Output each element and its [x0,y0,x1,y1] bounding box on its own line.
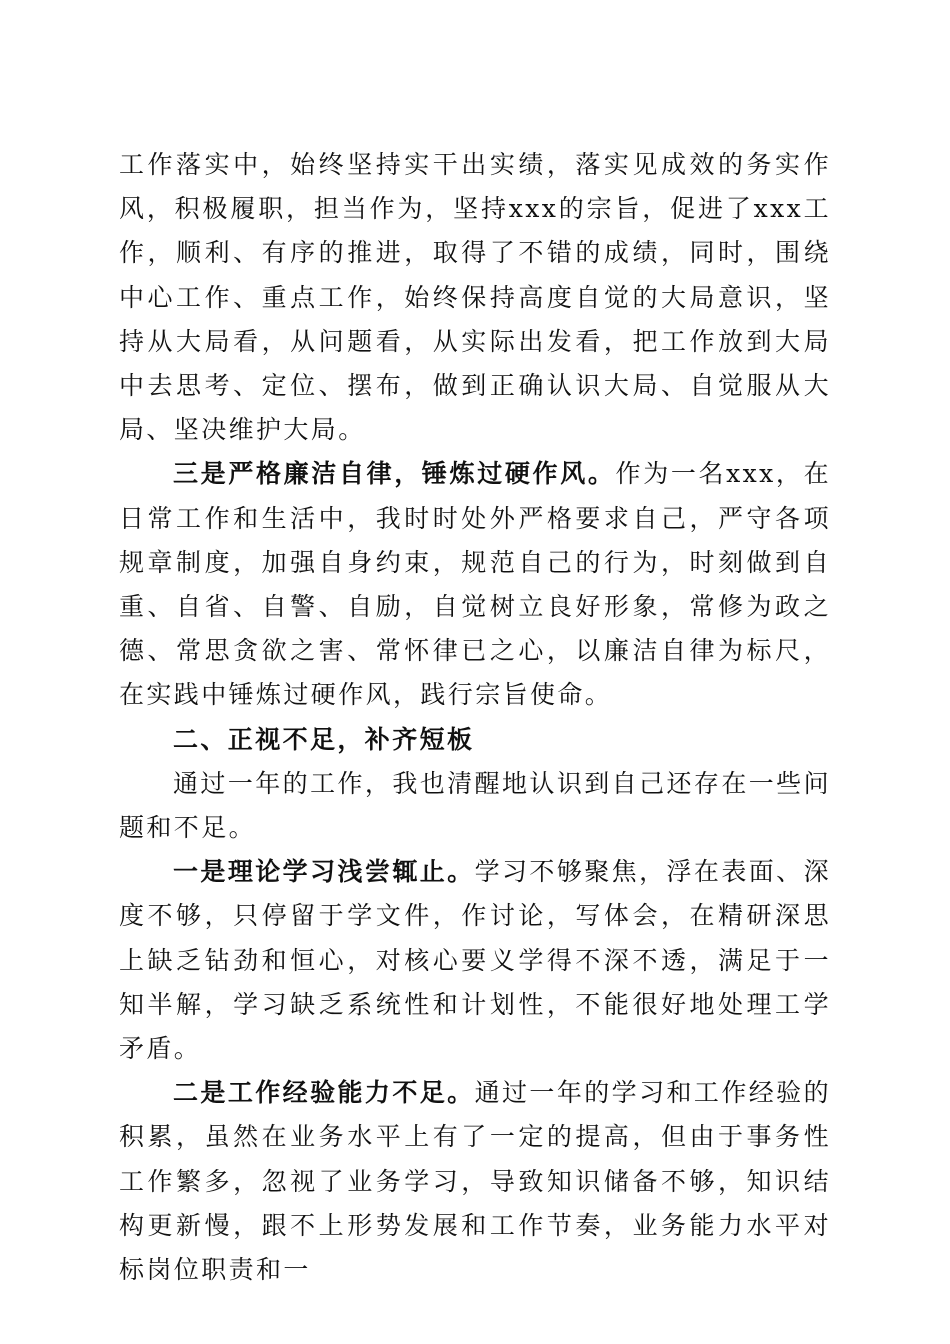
paragraph-shortcomings-intro [119,762,831,850]
paragraph-text: 通过一年的工作，我也清醒地认识到自己还存在一些问题和不足。 [119,768,831,843]
section-heading: 二、正视不足，补齐短板 [173,724,475,754]
paragraph-work-experience [119,1071,831,1292]
paragraph-text: 通过一年的学习和工作经验的积累，虽然在业务水平上有了一定的提高，但由于事务性工作繁多，忽视了业务学习，导致知识储备不够，知识结构更新慢，跟不上形势发展和工作节奏，业务能力水平对标岗位职责和一 [119,1078,831,1285]
paragraph-lead: 二是工作经验能力不足。 [173,1078,475,1108]
paragraph-work-implementation [119,143,831,452]
paragraph-lead: 一是理论学习浅尝辄止。 [173,857,475,887]
document-body [119,143,831,1292]
paragraph-text: 学习不够聚焦，浮在表面、深度不够，只停留于学文件，作讨论，写体会，在精研深思上缺乏钻劲和恒心，对核心要义学得不深不透，满足于一知半解，学习缺乏系统性和计划性，不能很好地处理工学矛盾。 [119,857,831,1064]
paragraph-text: 作为一名xxx，在日常工作和生活中，我时时处外严格要求自己，严守各项规章制度，加强自身约束，规范自己的行为，时刻做到自重、自省、自警、自励，自觉树立良好形象，常修为政之德、常思贪欲之害、常怀律已之心，以廉洁自律为标尺，在实践中锤炼过硬作风，践行宗旨使命。 [119,459,831,710]
paragraph-theory-study [119,850,831,1071]
paragraph-lead: 三是严格廉洁自律，锤炼过硬作风。 [173,459,616,489]
paragraph-text: 工作落实中，始终坚持实干出实绩，落实见成效的务实作风，积极履职，担当作为，坚持xxx的宗旨，促进了xxx工作，顺利、有序的推进，取得了不错的成绩，同时，围绕中心工作、重点工作，始终保持高度自觉的大局意识，坚持从大局看，从问题看，从实际出发看，把工作放到大局中去思考、定位、摆布，做到正确认识大局、自觉服从大局、坚决维护大局。 [119,150,831,445]
paragraph-integrity-self-discipline [119,452,831,717]
